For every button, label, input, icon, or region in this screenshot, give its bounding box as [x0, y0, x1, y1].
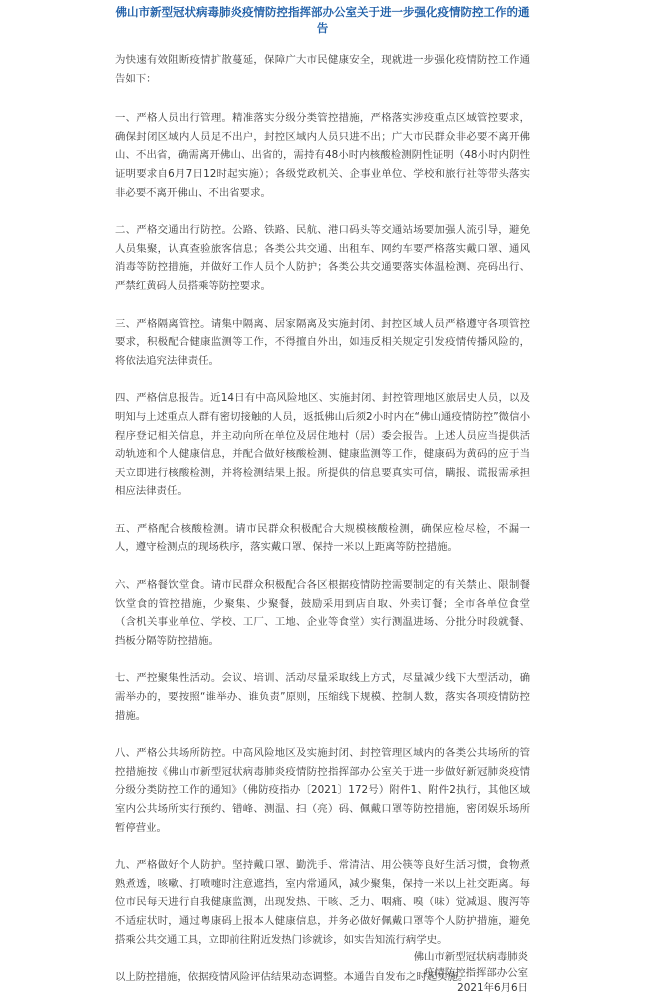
- paragraph-4: 四、严格信息报告。近14日有中高风险地区、实施封闭、封控管理地区旅居史人员，以及明知与上述重点人群有密切接触的人员，返抵佛山后须2小时内在“佛山通疫情防控”微信小程序登记相关信息，并主动向所在单位及居住地村（居）委会报告。上述人员应当提供活动轨迹和个人健康信息，并配合做好核酸检测、健康监测等工作，健康码为黄码的应于当天立即进行核酸检测，并将检测结果上报。所提供的信息要真实可信，瞒报、谎报需承担相应法律责任。: [115, 392, 530, 498]
- paragraph-2: 二、严格交通出行防控。公路、铁路、民航、港口码头等交通站场要加强人流引导，避免人员集聚，认真查验旅客信息；各类公共交通、出租车、网约车要严格落实戴口罩、通风消毒等防控措施，并做好工作人员个人防护；各类公共交通要落实体温检测、亮码出行、严禁红黄码人员搭乘等防控要求。: [115, 224, 530, 292]
- document-body: [115, 51, 530, 987]
- paragraph-8: 八、严格公共场所防控。中高风险地区及实施封闭、封控管理区域内的各类公共场所的管控措施按《佛山市新型冠状病毒肺炎疫情防控指挥部办公室关于进一步做好新冠肺炎疫情分级分类防控工作的通知》（佛防疫指办〔2021〕172号）附件1、附件2执行，其他区域室内公共场所实行预约、错峰、测温、扫（亮）码、佩戴口罩等防控措施，密闭娱乐场所暂停营业。: [115, 747, 530, 834]
- signature-date: 2021年6月6日: [457, 982, 528, 994]
- signature-org-line2: 疫情防控指挥部办公室: [424, 966, 528, 979]
- paragraph-3: 三、严格隔离管控。请集中隔离、居家隔离及实施封闭、封控区域人员严格遵守各项管控要求，积极配合健康监测等工作，不得擅自外出，如违反相关规定引发疫情传播风险的，将依法追究法律责任。: [115, 317, 530, 367]
- document-title: 佛山市新型冠状病毒肺炎疫情防控指挥部办公室关于进一步强化疫情防控工作的通告: [115, 5, 530, 35]
- intro-paragraph: 为快速有效阻断疫情扩散蔓延，保障广大市民健康安全，现就进一步强化疫情防控工作通告如下：: [115, 54, 530, 85]
- paragraph-9: 九、严格做好个人防护。坚持戴口罩、勤洗手、常清洁、用公筷等良好生活习惯，食物煮熟煮透，咳嗽、打喷嚏时注意遮挡，室内常通风，减少聚集，保持一米以上社交距离。每位市民每天进行自我健康监测，出现发热、干咳、乏力、咽痛、嗅（味）觉减退、腹泻等不适症状时，通过粤康码上报本人健康信息，并务必做好佩戴口罩等个人防护措施，避免搭乘公共交通工具，立即前往附近发热门诊就诊，如实告知流行病学史。: [115, 859, 530, 946]
- signature-block: [414, 950, 528, 997]
- paragraph-5: 五、严格配合核酸检测。请市民群众积极配合大规模核酸检测，确保应检尽检，不漏一人，遵守检测点的现场秩序，落实戴口罩、保持一米以上距离等防控措施。: [115, 522, 530, 554]
- paragraph-6: 六、严格餐饮堂食。请市民群众积极配合各区根据疫情防控需要制定的有关禁止、限制餐饮堂食的管控措施，少聚集、少聚餐，鼓励采用到店自取、外卖订餐；全市各单位食堂（含机关事业单位、学校、工厂、工地、企业等食堂）实行测温进场、分批分时段就餐、挡板分隔等防控措施。: [115, 579, 530, 647]
- closing-paragraph: 以上防控措施，依据疫情风险评估结果动态调整。本通告自发布之时起实施。: [115, 971, 469, 984]
- paragraph-7: 七、严控聚集性活动。会议、培训、活动尽量采取线上方式，尽量减少线下大型活动，确需举办的，要按照“谁举办、谁负责”原则，压缩线下规模、控制人数，落实各项疫情防控措施。: [115, 672, 530, 722]
- paragraph-1: 一、严格人员出行管理。精准落实分级分类管控措施，严格落实涉疫重点区域管控要求，确保封闭区域内人员足不出户，封控区域内人员只进不出；广大市民群众非必要不离开佛山、不出省，确需离开佛山、出省的，需持有48小时内核酸检测阴性证明（48小时内阴性证明要求自6月7日12时起实施）；各级党政机关、企事业单位、学校和旅行社等带头落实非必要不离开佛山、不出省要求。: [115, 112, 530, 199]
- signature-org-line1: 佛山市新型冠状病毒肺炎: [413, 951, 528, 963]
